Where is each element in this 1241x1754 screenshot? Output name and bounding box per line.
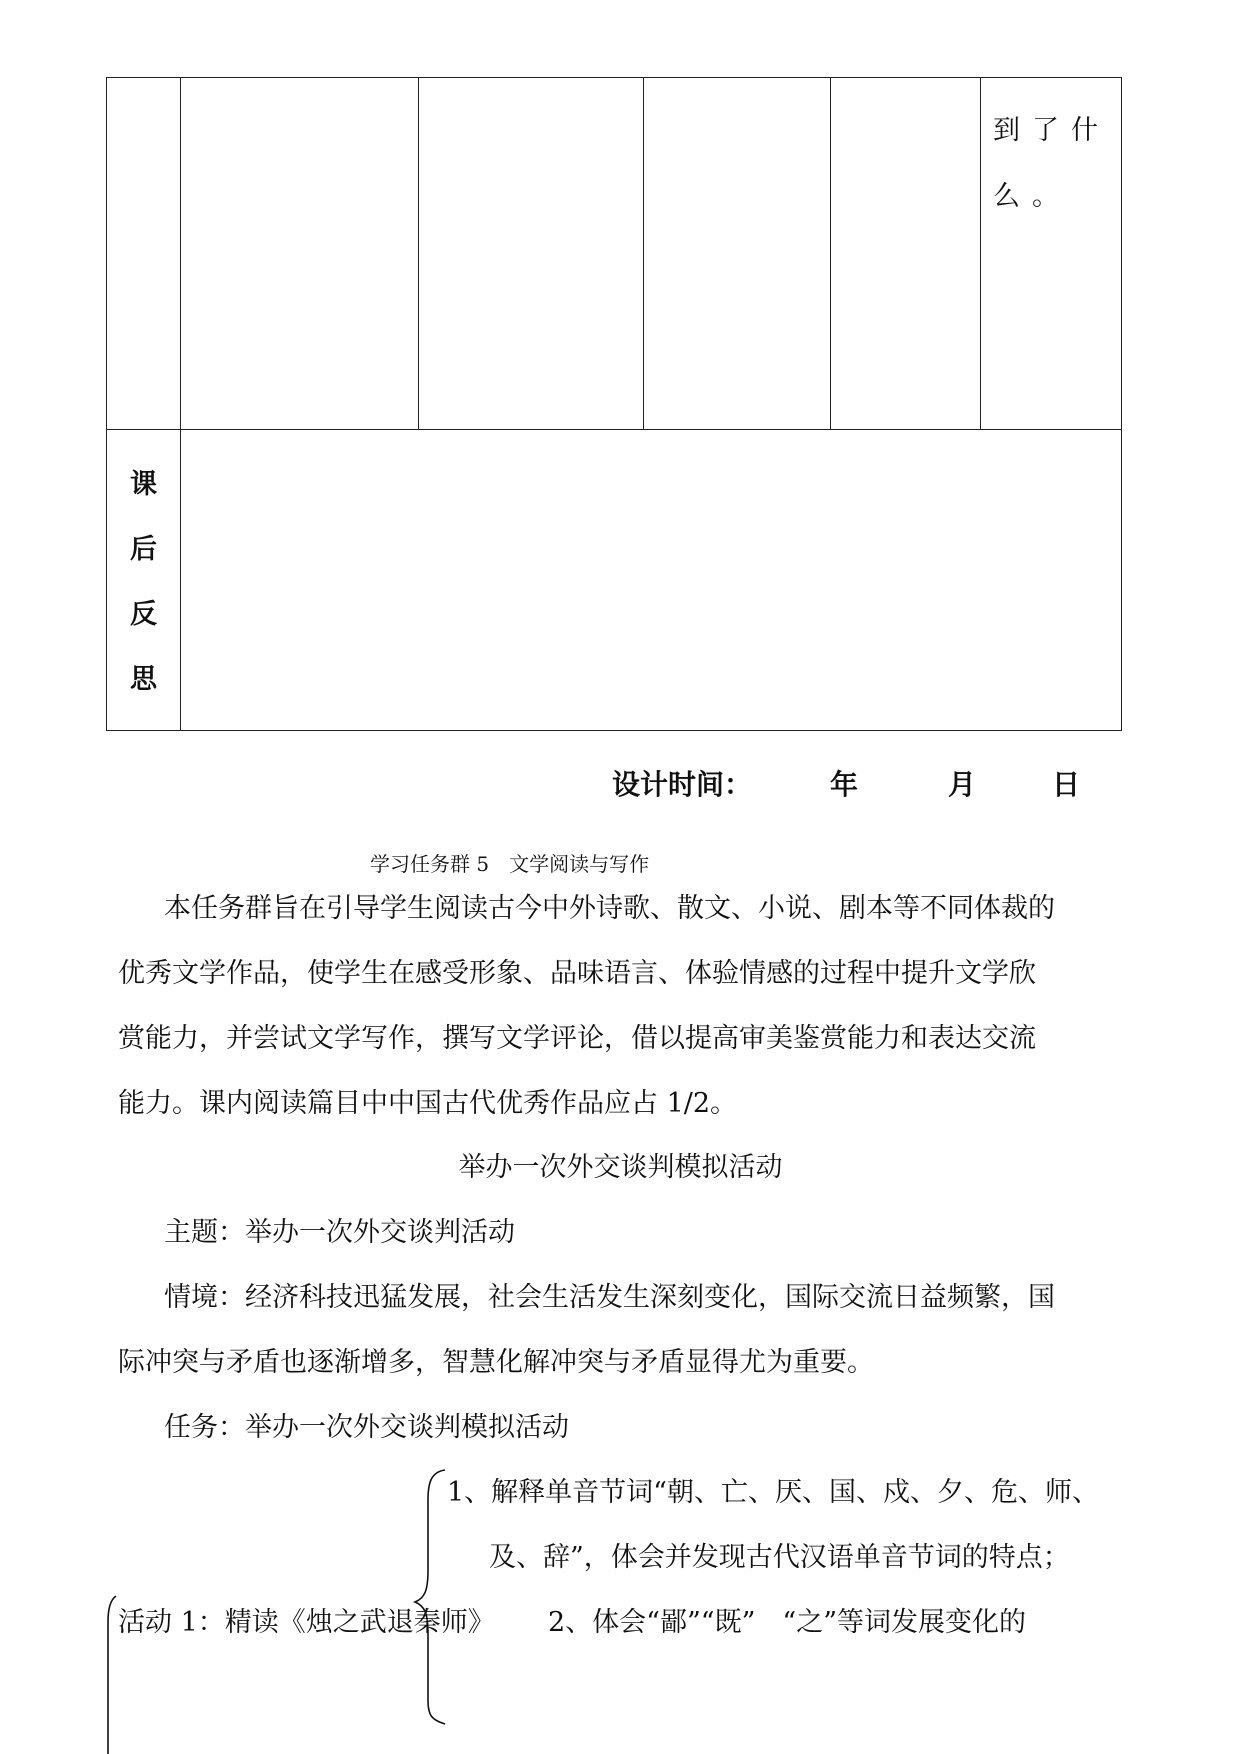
section-caption: 学习任务群 5 文学阅读与写作	[370, 852, 650, 876]
activity-heading: 举办一次外交谈判模拟活动	[458, 1152, 783, 1183]
design-time-label: 设计时间：	[612, 768, 753, 801]
design-time-year: 年	[830, 768, 859, 801]
paragraph-line: 能力。课内阅读篇目中中国古代优秀作品应占 1/2。	[118, 1088, 738, 1119]
paragraph-line: 优秀文学作品，使学生在感受形象、品味语言、体验情感的过程中提升文学欣	[118, 958, 1036, 989]
activity-item-2: 2、体会“鄙”“既” “之”等词发展变化的	[548, 1607, 1026, 1638]
reflection-label: 课 后 反 思	[130, 469, 157, 695]
item-line: 1、解释单音节词“朝、亡、厌、国、戍、夕、危、师、	[447, 1477, 1099, 1508]
design-time-month: 月	[948, 768, 977, 801]
paragraph-line: 情境：经济科技迅猛发展，社会生活发生深刻变化，国际交流日益频繁，国	[164, 1282, 1055, 1313]
theme-line: 主题：举办一次外交谈判活动	[164, 1217, 515, 1248]
design-time-day: 日	[1052, 768, 1081, 801]
activity-1-label: 活动 1：精读《烛之武退秦师》	[118, 1607, 495, 1638]
cell-text: 到了什么。	[993, 115, 1110, 212]
item-line: 及、辞”，体会并发现古代汉语单音节词的特点；	[489, 1542, 1070, 1573]
paragraph-line: 本任务群旨在引导学生阅读古今中外诗歌、散文、小说、剧本等不同体裁的	[164, 893, 1055, 924]
outer-brace	[108, 1596, 116, 1754]
paragraph-line: 赏能力，并尝试文学写作，撰写文学评论，借以提高审美鉴赏能力和表达交流	[118, 1023, 1036, 1054]
task-line: 任务：举办一次外交谈判模拟活动	[164, 1412, 569, 1443]
inner-brace	[415, 1470, 445, 1724]
paragraph-line: 际冲突与矛盾也逐渐增多，智慧化解冲突与矛盾显得尤为重要。	[118, 1347, 874, 1378]
